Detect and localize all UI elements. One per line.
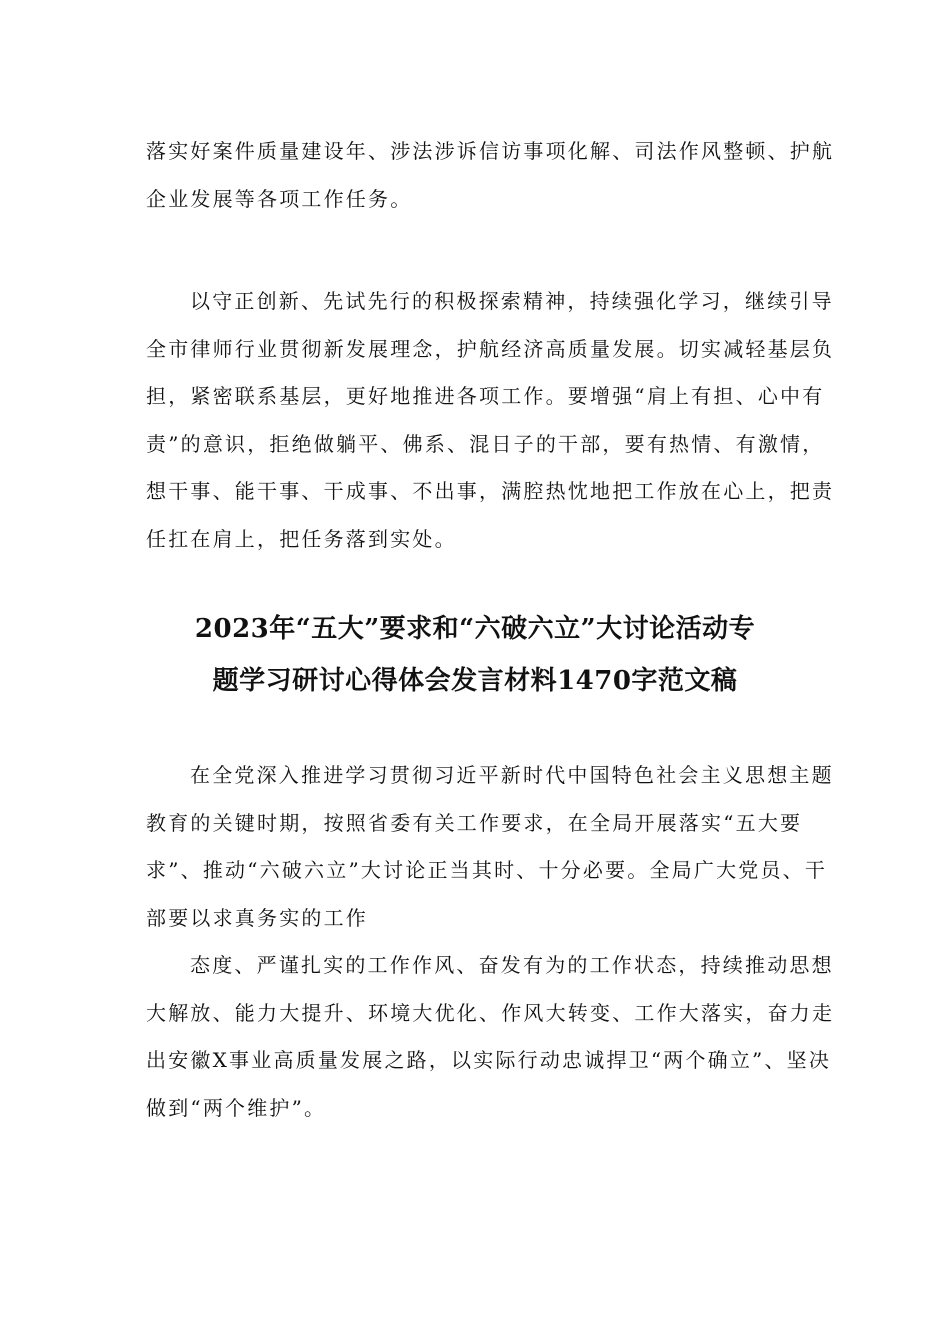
paragraph-continuation: 落实好案件质量建设年、涉法涉诉信访事项化解、司法作风整顿、护航企业发展等各项工作任务。 bbox=[146, 139, 835, 211]
paragraph-innovation: 以守正创新、先试先行的积极探索精神，持续强化学习，继续引导全市律师行业贯彻新发展理念，护航经济高质量发展。切实减轻基层负担，紧密联系基层，更好地推进各项工作。要增强“肩上有担、心中有责”的意识，拒绝做躺平、佛系、混日子的干部，要有热情、有激情，想干事、能干事、干成事、不出事，满腔热忱地把工作放在心上，把责任扛在肩上，把任务落到实处。 bbox=[146, 289, 835, 551]
paragraph-conclusion: 态度、严谨扎实的工作作风、奋发有为的工作状态，持续推动思想大解放、能力大提升、环境大优化、作风大转变、工作大落实，奋力走出安徽X事业高质量发展之路，以实际行动忠诚捍卫“两个确立”、坚决做到“两个维护”。 bbox=[146, 953, 835, 1120]
title-line-1: 2023年“五大”要求和“六破六立”大讨论活动专 bbox=[194, 614, 756, 644]
paragraph-intro: 在全党深入推进学习贯彻习近平新时代中国特色社会主义思想主题教育的关键时期，按照省委有关工作要求，在全局开展落实“五大要求”、推动“六破六立”大讨论正当其时、十分必要。全局广大党员、干部要以求真务实的工作 bbox=[146, 763, 834, 930]
title-line-2: 题学习研讨心得体会发言材料1470字范文稿 bbox=[212, 666, 738, 696]
document-title bbox=[100, 603, 850, 707]
